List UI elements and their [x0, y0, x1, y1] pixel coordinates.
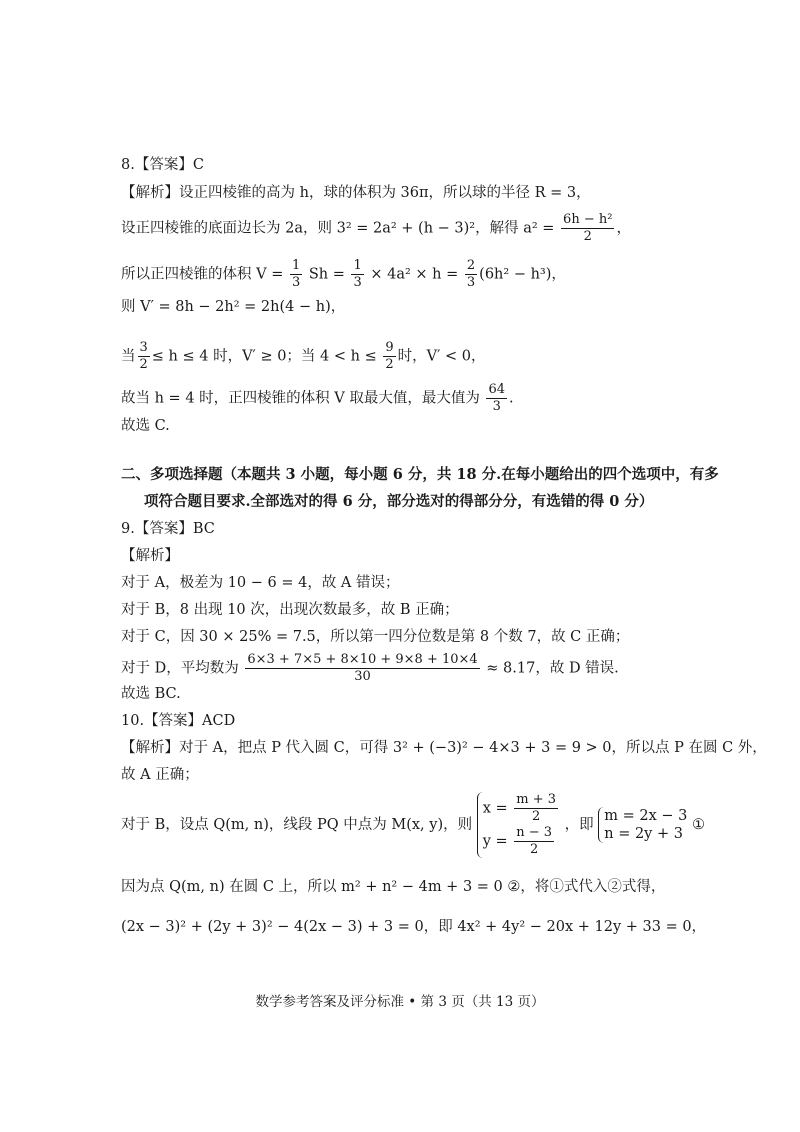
- numerator: 1: [353, 258, 362, 273]
- denominator: 2: [530, 842, 539, 857]
- q8-line-6: [121, 382, 514, 415]
- q8-line-4: 则 V′ = 8h − 2h² = 2h(4 − h)，: [121, 299, 346, 315]
- q8-line-3: [121, 258, 566, 291]
- fraction: [561, 212, 614, 245]
- q10-line-c1: 因为点 Q(m, n) 在圆 C 上，所以 m² + n² − 4m + 3 = 0 ②，将①式代入②式得，: [121, 879, 666, 895]
- q9-d-result: ≈ 8.17，故 D 错误.: [486, 660, 619, 677]
- q8-l5-a: 当: [121, 348, 136, 365]
- fraction: [514, 792, 558, 825]
- fraction: [514, 825, 554, 858]
- system-row: [483, 792, 560, 825]
- numerator: 6h − h²: [563, 212, 613, 227]
- q10-line-c2: (2x − 3)² + (2y + 3)² − 4(2x − 3) + 3 = 0，即 4x² + 4y² − 20x + 12y + 33 = 0，: [121, 919, 707, 935]
- q8-l3-b: Sh =: [308, 266, 345, 283]
- q9-option-d: [121, 652, 619, 685]
- q8-line-2: [121, 212, 631, 245]
- q9-option-a: 对于 A，极差为 10 − 6 = 4，故 A 错误；: [121, 575, 400, 591]
- denominator: 3: [353, 275, 362, 290]
- q10-line-a2: 故 A 正确；: [121, 767, 199, 783]
- numerator: 1: [291, 258, 301, 273]
- denominator: 3: [466, 275, 476, 290]
- q10-answer: 10.【答案】ACD: [121, 713, 236, 729]
- denominator: 30: [354, 669, 371, 684]
- system-row: m = 2x − 3: [604, 808, 688, 824]
- q8-l3-c: × 4a² × h =: [370, 266, 459, 283]
- q8-line-5: [121, 340, 486, 373]
- numerator: 6×3 + 7×5 + 8×10 + 9×8 + 10×4: [247, 652, 478, 667]
- denominator: 2: [139, 357, 148, 372]
- denominator: 3: [492, 399, 501, 414]
- section-heading-line-1: 二、多项选择题（本题共 3 小题，每小题 6 分，共 18 分.在每小题给出的四个选项中，有多: [121, 466, 719, 483]
- fraction: [290, 258, 302, 291]
- q10-b-mid: ，即: [564, 817, 594, 833]
- system-lhs: x =: [482, 800, 508, 817]
- numerator: 2: [466, 258, 476, 273]
- fraction: [486, 382, 507, 415]
- q9-answer: 9.【答案】BC: [121, 521, 215, 537]
- q9-option-b: 对于 B，8 出现 10 次，出现次数最多，故 B 正确；: [121, 602, 459, 618]
- q10-b-text: 对于 B，设点 Q(m, n)，线段 PQ 中点为 M(x, y)，则: [121, 817, 473, 833]
- q8-l2-end: ，: [616, 220, 631, 237]
- system-row: n = 2y + 3: [604, 826, 683, 842]
- fraction: [383, 340, 395, 373]
- numerator: n − 3: [516, 825, 553, 840]
- q8-l6-a: 故当 h = 4 时，正四棱锥的体积 V 取最大值，最大值为: [121, 390, 480, 407]
- numerator: 3: [139, 340, 148, 355]
- fraction: [138, 340, 150, 373]
- q8-l6-e: .: [509, 390, 514, 407]
- q9-option-c: 对于 C，因 30 × 25% = 7.5，所以第一四分位数是第 8 个数 7，故 C 正确；: [121, 629, 630, 645]
- q9-analysis-label: 【解析】: [121, 548, 179, 564]
- page-footer: 数学参考答案及评分标准 • 第 3 页（共 13 页）: [255, 994, 545, 1010]
- q8-l3-e: (6h² − h³)，: [479, 266, 566, 283]
- numerator: 64: [488, 382, 505, 397]
- fraction: [465, 258, 477, 291]
- equation-system: [598, 807, 687, 843]
- q10-line-b: [121, 792, 705, 858]
- q8-l5-b: ≤ h ≤ 4 时，V′ ≥ 0；当 4 < h ≤: [151, 348, 377, 365]
- q8-l3-text: 所以正四棱锥的体积 V =: [121, 266, 284, 283]
- q10-line-a1: 【解析】对于 A，把点 P 代入圆 C，可得 3² + (−3)² − 4×3 + 3 = 9 > 0，所以点 P 在圆 C 外，: [121, 740, 767, 756]
- fraction: [351, 258, 363, 291]
- equation-marker: ①: [691, 817, 705, 833]
- denominator: 2: [532, 809, 541, 824]
- system-row: [483, 825, 560, 858]
- q9-d-text: 对于 D，平均数为: [121, 660, 239, 677]
- q8-answer: 8.【答案】C: [121, 157, 204, 173]
- q9-conclusion: 故选 BC.: [121, 686, 181, 702]
- q8-line-1: 【解析】设正四棱锥的高为 h，球的体积为 36π，所以球的半径 R = 3，: [121, 185, 591, 201]
- q8-conclusion: 故选 C.: [121, 418, 170, 434]
- numerator: m + 3: [516, 792, 557, 807]
- denominator: 2: [385, 357, 394, 372]
- q8-l5-c: 时，V′ < 0，: [397, 348, 486, 365]
- system-lhs: y =: [482, 833, 508, 850]
- fraction: [245, 652, 479, 685]
- section-heading-line-2: 项符合题目要求.全部选对的得 6 分，部分选对的得部分分，有选错的得 0 分）: [144, 493, 654, 510]
- equation-system: [477, 792, 560, 858]
- denominator: 3: [291, 275, 301, 290]
- q8-l2-text: 设正四棱锥的底面边长为 2a，则 3² = 2a² + (h − 3)²，解得 a² =: [121, 220, 555, 237]
- denominator: 2: [583, 229, 592, 244]
- numerator: 9: [385, 340, 394, 355]
